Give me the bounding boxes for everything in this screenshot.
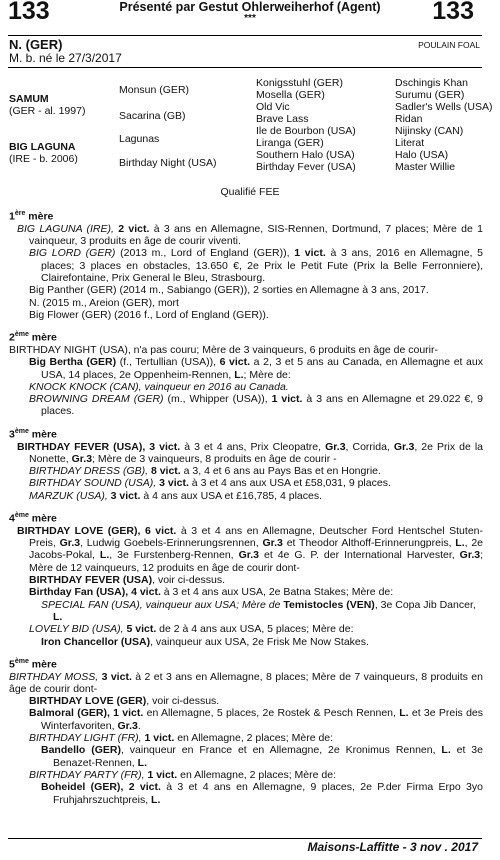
- pedigree-gen4-5: Nijinsky (CAN): [395, 125, 464, 137]
- produce-entry: BIRTHDAY DRESS (GB), 8 vict. a 3, 4 et 6 ans au Pays Bas et en Hongrie.: [29, 465, 381, 478]
- section-heading-4: 4ème mère: [9, 512, 57, 525]
- produce-entry: MARZUK (USA), 3 vict. à 4 ans aux USA et £16,785, 4 places.: [29, 489, 322, 502]
- pedigree-gen2-2: Sacarina (GB): [119, 110, 186, 122]
- produce-entry: Balmoral (GER), 1 vict. en Allemagne, 5 places, 2e Rostek & Pesch Rennen, L. et 3e Preis des Winterfavoriten, Gr.3.: [29, 707, 484, 732]
- stars-line: ***: [244, 13, 256, 24]
- pedigree-gen4-6: Literat: [395, 137, 425, 149]
- footer-divider: [8, 838, 482, 839]
- produce-entry: BIRTHDAY LOVE (GER), voir ci-dessus.: [29, 695, 220, 708]
- pedigree-gen2-1: Monsun (GER): [119, 84, 190, 96]
- pedigree-sire: SAMUM: [9, 93, 49, 105]
- produce-entry: Big Panther (GER) (2014 m., Sabiango (GER)), 2 sorties en Allemagne à 3 ans, 2017.: [29, 284, 429, 297]
- horse-name: N. (GER): [9, 37, 63, 52]
- pedigree-gen3-8: Birthday Fever (USA): [256, 161, 356, 173]
- produce-entry: LOVELY BID (USA), 5 vict. de 2 à 4 ans aux USA, 5 places; Mère de:: [29, 623, 354, 636]
- pedigree-top-divider: [8, 67, 482, 68]
- lot-number-left: 133: [8, 0, 50, 25]
- dam-paragraph: BIRTHDAY NIGHT (USA), n'a pas couru; Mère de 3 vainqueurs, 6 produits en âge de courir-: [9, 343, 439, 356]
- pedigree-gen3-7: Southern Halo (USA): [256, 149, 355, 161]
- produce-entry: BIRTHDAY SOUND (USA), 3 vict. à 3 et 4 ans aux USA et £58,031, 9 places.: [29, 477, 391, 490]
- lot-number-right: 133: [432, 0, 474, 25]
- produce-entry: Boheidel (GER), 2 vict. à 3 et 4 ans en Allemagne, 9 places, 2e P.der Firma Erpo 3yo Fruhjahrszuchtpreis, L.: [41, 781, 483, 806]
- pedigree-gen4-1: Dschingis Khan: [395, 77, 468, 89]
- pedigree-gen3-2: Mosella (GER): [256, 89, 325, 101]
- pedigree-gen3-4: Brave Lass: [256, 113, 309, 125]
- header-divider: [8, 35, 482, 36]
- pedigree-gen4-2: Surumu (GER): [395, 89, 465, 101]
- pedigree-gen3-6: Liranga (GER): [256, 137, 324, 149]
- produce-entry: SPECIAL FAN (USA), vainqueur aux USA; Mère de Temistocles (VEN), 3e Copa Jib Dancer, L.: [41, 598, 476, 623]
- produce-entry: N. (2015 m., Areion (GER), mort: [29, 296, 179, 309]
- produce-entry: Birthday Fan (USA), 4 vict. à 3 et 4 ans aux USA, 2e Batna Stakes; Mère de:: [29, 586, 394, 599]
- pedigree-gen4-3: Sadler's Wells (USA): [395, 101, 493, 113]
- produce-entry: BIG LORD (GER) (2013 m., Lord of England (GER)), 1 vict. à 3 ans, 2016 en Allemagne, 5 places; 3 places en obstacles, 13.650 €, 2e Prix le Petit Fute (Prix la Belle Ferronniere), Clairefontaine, Prix General le Bleu, Strasbourg.: [29, 247, 484, 284]
- produce-entry: Big Bertha (GER) (f., Tertullian (USA)), 6 vict. a 2, 3 et 5 ans au Canada, en Allemagne et aux USA, 14 places, 2e Oppenheim-Rennen, L.; Mère de:: [29, 356, 483, 381]
- presenter-line: Présenté par Gestut Ohlerweiherhof (Agent): [119, 0, 381, 14]
- dam-paragraph: BIRTHDAY MOSS, 3 vict. à 2 et 3 ans en Allemagne, 8 places; Mère de 7 vainqueurs, 8 produits en âge de courir dont-: [9, 670, 483, 695]
- pedigree-gen2-4: Birthday Night (USA): [119, 157, 217, 169]
- produce-entry: BIRTHDAY LIGHT (FR), 1 vict. en Allemagne, 2 places; Mère de:: [29, 732, 334, 745]
- dam-paragraph: BIRTHDAY FEVER (USA), 3 vict. à 3 et 4 ans, Prix Cleopatre, Gr.3, Corrida, Gr.3, 2e Prix de la Nonette, Gr.3; Mère de 3 vainqueurs, 8 produits en âge de courir -: [17, 440, 483, 465]
- pedigree-gen4-8: Master Willie: [395, 161, 456, 173]
- dam-paragraph: BIRTHDAY LOVE (GER), 6 vict. à 3 et 4 ans en Allemagne, Deutscher Ford Hentschel Stuten-Preis, Gr.3, Ludwig Goebels-Erinnerungsrennen, Gr.3 et Theodor Althoff-Erinnerungpreis, L., 2e Jacobs-Pokal, L., 3e Furstenberg-Rennen, Gr.3 et 4e G. P. der International Harvester, Gr.3; Mère de 12 vainqueurs, 12 produits en âge de courir dont-: [17, 524, 484, 574]
- footer-venue-date: Maisons-Laffitte - 3 nov . 2017: [307, 840, 478, 854]
- section-heading-3: 3ème mère: [9, 427, 57, 441]
- section-heading-1: 1ère mère: [9, 210, 54, 223]
- pedigree-gen3-1: Konigsstuhl (GER): [256, 77, 343, 89]
- pedigree-gen4-4: Ridan: [395, 113, 423, 125]
- pedigree-dam: BIG LAGUNA: [9, 141, 76, 153]
- horse-birth: M. b. né le 27/3/2017: [9, 51, 122, 65]
- produce-entry: BROWNING DREAM (GER) (m., Whipper (USA)), 1 vict. à 3 ans en Allemagne et 29.022 €, 9 places.: [29, 393, 483, 418]
- produce-entry: Iron Chancellor (USA), vainqueur aux USA, 2e Frisk Me Now Stakes.: [41, 635, 369, 648]
- section-heading-5: 5ème mère: [9, 657, 57, 671]
- sex-label: POULAIN FOAL: [418, 40, 480, 50]
- pedigree-gen4-7: Halo (USA): [395, 149, 449, 161]
- pedigree-gen3-5: Ile de Bourbon (USA): [256, 125, 356, 137]
- produce-entry: KNOCK KNOCK (CAN), vainqueur en 2016 au Canada.: [29, 380, 289, 393]
- pedigree-gen3-3: Old Vic: [256, 101, 290, 113]
- produce-entry: Big Flower (GER) (2016 f., Lord of England (GER)).: [29, 308, 269, 321]
- pedigree-dam-info: (IRE - b. 2006): [9, 153, 78, 165]
- qualification: Qualifié FEE: [220, 186, 280, 198]
- family-text: [9, 208, 483, 806]
- pedigree-gen2-3: Lagunas: [119, 133, 160, 145]
- pedigree-sire-info: (GER - al. 1997): [9, 105, 86, 117]
- produce-entry: Bandello (GER), vainqueur en France et en Allemagne, 2e Kronimus Rennen, L. et 3e Benazet-Rennen, L.: [41, 744, 483, 769]
- dam-paragraph: BIG LAGUNA (IRE), 2 vict. à 3 ans en Allemagne, SIS-Rennen, Dortmund, 7 places; Mère de 1 vainqueur, 3 produits en âge de courir viventi.: [17, 222, 483, 248]
- produce-entry: BIRTHDAY FEVER (USA), voir ci-dessus.: [29, 574, 226, 587]
- produce-entry: BIRTHDAY PARTY (FR), 1 vict. en Allemagne, 2 places; Mère de:: [29, 768, 336, 781]
- section-heading-2: 2ème mère: [9, 331, 57, 344]
